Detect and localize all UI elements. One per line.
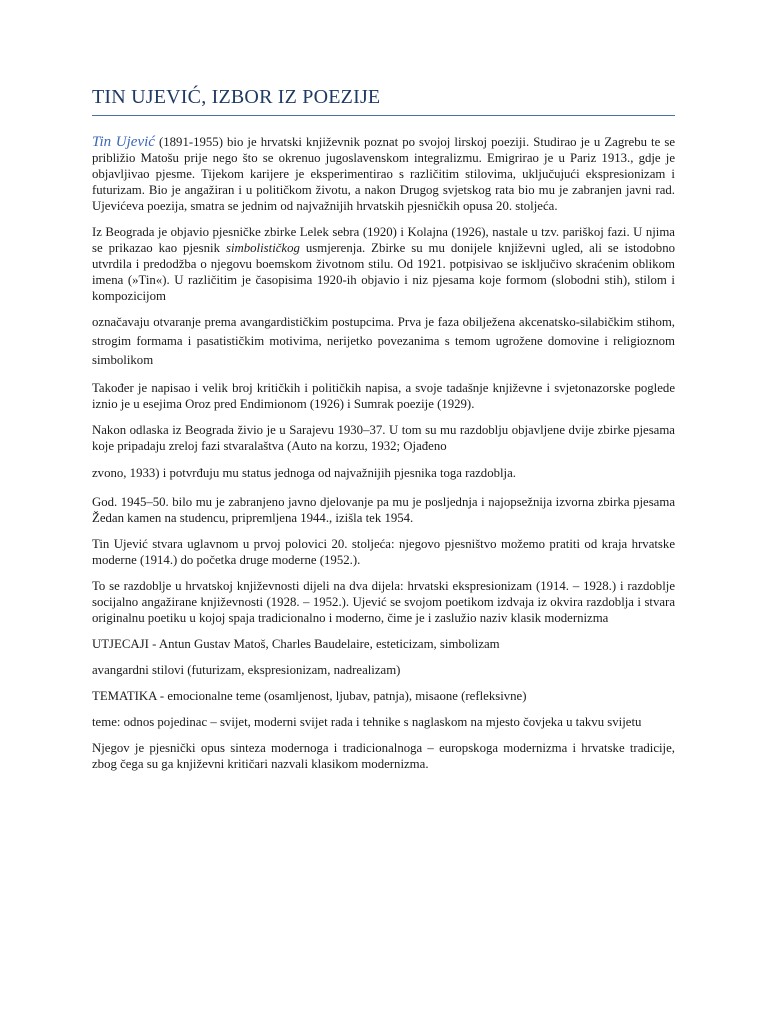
paragraph-avangardni-stilovi: avangardni stilovi (futurizam, ekspresionizam, nadrealizam) [92, 663, 401, 677]
document-title: TIN UJEVIĆ, IZBOR IZ POEZIJE [92, 86, 675, 116]
paragraph-ekspresionizam: To se razdoblje u hrvatskoj književnosti dijeli na dva dijela: hrvatski ekspresionizam (1914. – 1928.) i razdoblje socijalno angažirane književnosti (1928. – 1952.). Ujević se svojom poetikom izdvaja iz okvira razdoblja i stvara originalnu poetiku u kojoj spaja tradicionalno i moderno, čime je i zaslužio naziv klasik modernizma [92, 579, 675, 625]
paragraph-teme: teme: odnos pojedinac – svijet, moderni svijet rada i tehnike s naglaskom na mjesto čovjeka u takvu svijetu [92, 715, 642, 729]
intro-paragraph [92, 134, 675, 214]
paragraph-sarajevo: Nakon odlaska iz Beograda živio je u Sarajevu 1930–37. U tom su mu razdoblju objavljene dvije zbirke pjesama koje pripadaju zreloj fazi stvaralaštva (Auto na korzu, 1932; Ojađeno [92, 423, 675, 453]
paragraph-kriticki-napisi: Također je napisao i velik broj kritičkih i političkih napisa, a svoje tadašnje književne i svjetonazorske poglede iznio je u esejima Oroz pred Endimionom (1926) i Sumrak poezije (1929). [92, 381, 675, 411]
author-name: Tin Ujević [92, 134, 155, 150]
paragraph-avangarda: označavaju otvaranje prema avangardističkim postupcima. Prva je faza obilježena akcenatsko-silabičkim stihom, strogim formama i pasatističkim motivima, nerijetko povezanima s temom ugrožene domovine i religioznom simbolikom [92, 315, 675, 367]
italic-term: simbolističkog [225, 241, 300, 255]
paragraph-utjecaji: UTJECAJI - Antun Gustav Matoš, Charles Baudelaire, esteticizam, simbolizam [92, 637, 500, 651]
paragraph-tematika: TEMATIKA - emocionalne teme (osamljenost, ljubav, patnja), misaone (refleksivne) [92, 689, 527, 703]
document-page [92, 86, 675, 772]
paragraph-zabrana: God. 1945–50. bilo mu je zabranjeno javno djelovanje pa mu je posljednja i najopsežnija izvorna zbirka pjesama Žedan kamen na studencu, pripremljena 1944., izišla tek 1954. [92, 495, 675, 525]
paragraph-zakljucak: Njegov je pjesnički opus sinteza modernoga i tradicionalnoga – europskoga modernizma i hrvatske tradicije, zbog čega su ga književni kritičari nazvali klasikom modernizma. [92, 741, 675, 771]
intro-text: (1891-1955) bio je hrvatski književnik poznat po svojoj lirskoj poeziji. Studirao je u Zagrebu te se približio Matošu prije nego što se okrenuo jugoslavenskom integralizmu. Emigrirao je u Pariz 1913., gdje je objavljivao pjesme. Tijekom karijere je eksperimentirao s različitim stilovima, uključujući ekspresionizam i futurizam. Bio je angažiran i u političkom životu, a nakon Drugog svjetskog rata bio mu je zabranjen javni rad. Ujevićeva poezija, smatra se jednim od najvažnijih hrvatskih pjesničkih opusa 20. stoljeća. [92, 135, 675, 213]
paragraph-pariska-faza [92, 224, 675, 304]
paragraph-text: Iz Beograda je objavio pjesničke zbirke Lelek sebra (1920) i Kolajna (1926), nastale u tzv. pariškoj fazi. U njima se prikazao kao pjesnik [92, 225, 675, 255]
paragraph-text: usmjerenja. Zbirke su mu donijele književni ugled, ali se istodobno utvrdila i predodžba o njegovu boemskom životnom stilu. Od 1921. potpisivao se isključivo skraćenim oblikom imena (»Tin«). U različitim je časopisima 1920-ih objavio i niz pjesama koje formom (slobodni stih), stilom i kompozicijom [92, 241, 676, 303]
paragraph-sarajevo-cont: zvono, 1933) i potvrđuju mu status jednoga od najvažnijih pjesnika toga razdoblja. [92, 466, 516, 480]
paragraph-razdoblje: Tin Ujević stvara uglavnom u prvoj polovici 20. stoljeća: njegovo pjesništvo možemo pratiti od kraja hrvatske moderne (1914.) do početka druge moderne (1952.). [92, 537, 675, 567]
